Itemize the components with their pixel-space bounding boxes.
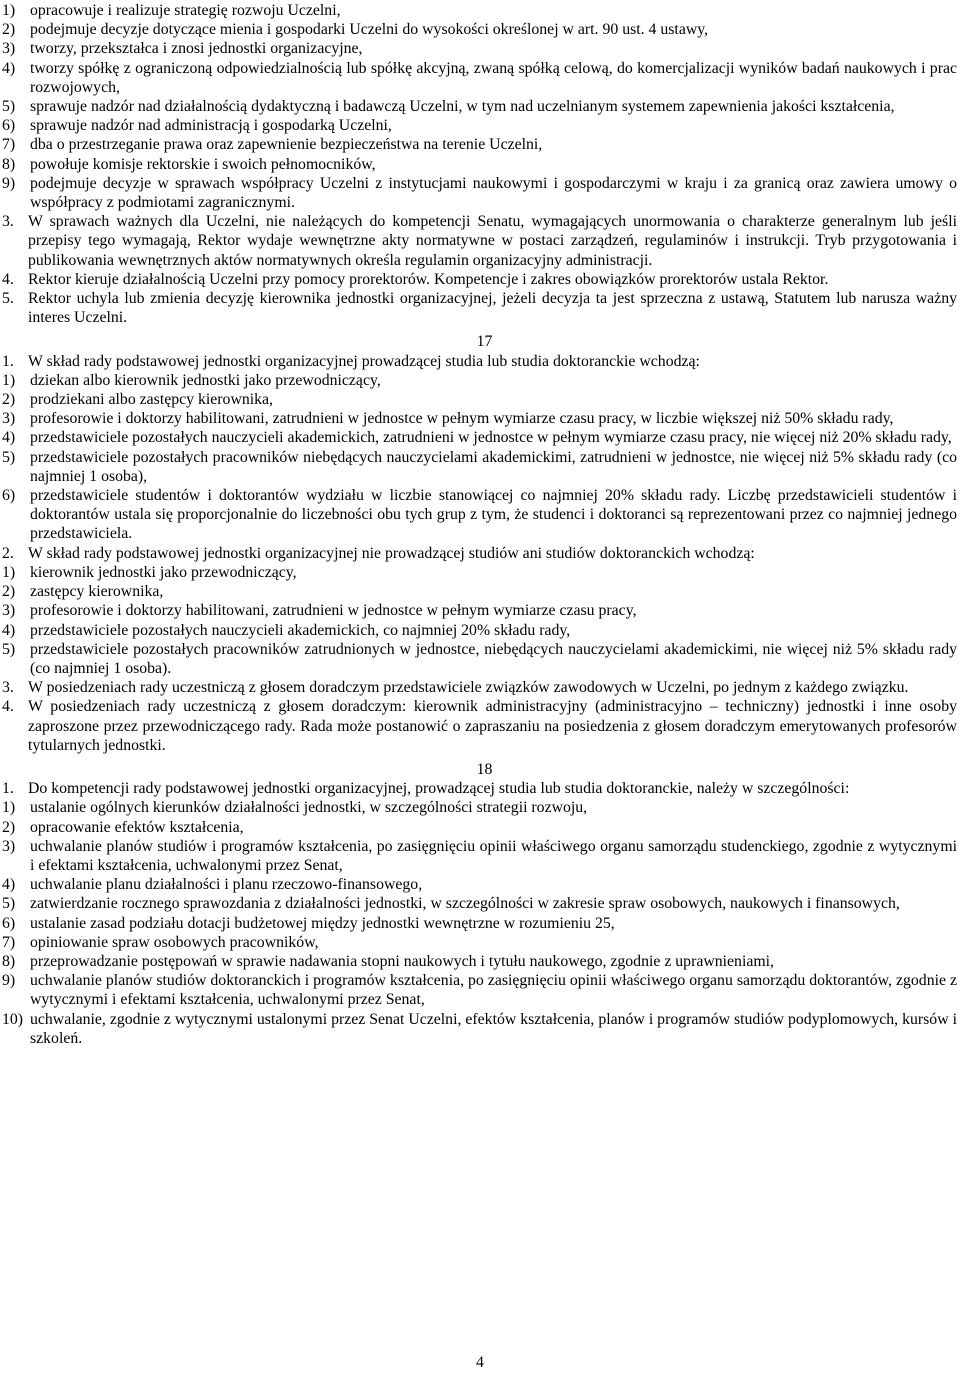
list-item — [2, 59, 957, 97]
list-item — [2, 798, 957, 817]
list-item — [2, 174, 957, 212]
list-item-number: 8) — [2, 952, 16, 970]
list-item-text: przedstawiciele pozostałych nauczycieli akademickich, co najmniej 20% składu rady, — [30, 621, 571, 639]
s17-paragraph-2 — [2, 544, 957, 563]
list-item-text: przedstawiciele studentów i doktorantów wydziału w liczbie stanowiącej co najmniej 20% składu rady. Liczbę przedstawicieli studentów i doktorantów ustala się proporcjonalnie do liczebności obu tych grup z tym, że studenci i doktoranci są reprezentowani przez co najmniej jednego przedstawiciela. — [30, 487, 957, 543]
list-item-text: przedstawiciele pozostałych pracowników zatrudnionych w jednostce, niebędących nauczycielami akademickimi, nie więcej niż 5% składu rady (co najmniej 1 osoba). — [30, 640, 957, 677]
list-item — [2, 563, 957, 582]
list-item-number: 5) — [2, 98, 16, 116]
list-item-number: 5) — [2, 640, 16, 658]
list-item — [2, 952, 957, 971]
list-item — [2, 448, 957, 486]
list-item — [2, 621, 957, 640]
paragraph-4 — [2, 270, 957, 289]
paragraph-number: 1. — [2, 352, 14, 370]
s17-paragraph-4 — [2, 697, 957, 755]
list-item-text: profesorowie i doktorzy habilitowani, zatrudnieni w jednostce w pełnym wymiarze czasu pracy, — [30, 602, 637, 620]
list-item-number: 10) — [2, 1010, 24, 1028]
list-item-number: 9) — [2, 174, 16, 192]
paragraph-text: W posiedzeniach rady uczestniczą z głosem doradczym przedstawiciele związków zawodowych w Uczelni, po jednym z każdego związku. — [28, 679, 909, 697]
page-number: 4 — [476, 1354, 484, 1371]
list-item-number: 3) — [2, 837, 16, 855]
list-item — [2, 116, 957, 135]
list-item-number: 3) — [2, 410, 16, 428]
list-item-text: powołuje komisje rektorskie i swoich pełnomocników, — [30, 155, 376, 173]
s18-p1-list — [2, 798, 957, 1048]
paragraph-number: 2. — [2, 544, 14, 562]
list-item — [2, 39, 957, 58]
list-item-number: 2) — [2, 583, 16, 601]
list-item-number: 2) — [2, 391, 16, 409]
list-item-text: przeprowadzanie postępowań w sprawie nadawania stopni naukowych i tytułu naukowego, zgodnie z uprawnieniami, — [30, 952, 774, 970]
paragraph-text: W skład rady podstawowej jednostki organizacyjnej nie prowadzącej studiów ani studiów doktoranckich wchodzą: — [28, 544, 755, 562]
s17-paragraph-1 — [2, 352, 957, 371]
list-item — [2, 837, 957, 875]
list-item-text: opracowuje i realizuje strategię rozwoju Uczelni, — [30, 2, 341, 19]
list-item — [2, 601, 957, 620]
list-item — [2, 371, 957, 390]
s18-paragraph-1 — [2, 779, 957, 798]
list-item-text: zastępcy kierownika, — [30, 583, 164, 601]
list-item-number: 3) — [2, 602, 16, 620]
list-item-text: uchwalanie planu działalności i planu rzeczowo-finansowego, — [30, 876, 423, 894]
paragraph-number: 1. — [2, 780, 14, 798]
section-number: 17 — [476, 333, 493, 351]
paragraph-text: Do kompetencji rady podstawowej jednostki organizacyjnej, prowadzącej studia lub studia doktoranckie, należy w szczególności: — [28, 780, 850, 798]
list-item-text: dba o przestrzeganie prawa oraz zapewnienie bezpieczeństwa na terenie Uczelni, — [30, 136, 543, 154]
document-page — [2, 1, 957, 1048]
list-item — [2, 390, 957, 409]
list-item-number: 1) — [2, 2, 16, 19]
list-item-number: 6) — [2, 117, 16, 135]
list-item — [2, 875, 957, 894]
list-item-text: prodziekani albo zastępcy kierownika, — [30, 391, 274, 409]
list-item-number: 7) — [2, 136, 16, 154]
list-item-number: 4) — [2, 429, 16, 447]
paragraph-5 — [2, 289, 957, 327]
list-item-number: 9) — [2, 972, 16, 990]
list-item-text: sprawuje nadzór nad administracją i gospodarką Uczelni, — [30, 117, 392, 135]
paragraph-text: Rektor kieruje działalnością Uczelni przy pomocy prorektorów. Kompetencje i zakres obowiązków prorektorów ustala Rektor. — [28, 270, 829, 288]
list-item-text: zatwierdzanie rocznego sprawozdania z działalności jednostki, w szczególności w zakresie spraw osobowych, naukowych i finansowych, — [30, 895, 900, 913]
paragraph-number: 4. — [2, 698, 14, 716]
paragraph-3 — [2, 212, 957, 270]
list-item-text: opiniowanie spraw osobowych pracowników, — [30, 933, 319, 951]
list-item-text: podejmuje decyzje dotyczące mienia i gospodarki Uczelni do wysokości określonej w art. 90 ust. 4 ustawy, — [30, 21, 709, 39]
list-item — [2, 1010, 957, 1048]
list-item-text: sprawuje nadzór nad działalnością dydaktyczną i badawczą Uczelni, w tym nad uczelnianym systemem zapewnienia jakości kształcenia, — [30, 98, 895, 116]
list-item-text: kierownik jednostki jako przewodniczący, — [30, 563, 297, 581]
list-item-text: profesorowie i doktorzy habilitowani, zatrudnieni w jednostce w pełnym wymiarze czasu pracy, w liczbie większej niż 50% składu rady, — [30, 410, 894, 428]
list-item-number: 2) — [2, 21, 16, 39]
list-item-text: uchwalanie, zgodnie z wytycznymi ustalonymi przez Senat Uczelni, efektów kształcenia, planów i programów studiów podyplomowych, kursów i szkoleń. — [30, 1010, 957, 1047]
list-item-number: 6) — [2, 487, 16, 505]
list-item-number: 4) — [2, 621, 16, 639]
list-item-number: 5) — [2, 895, 16, 913]
section-number: 18 — [476, 760, 493, 778]
list-item-number: 1) — [2, 563, 16, 581]
list-item — [2, 582, 957, 601]
list-item-text: podejmuje decyzje w sprawach współpracy Uczelni z instytucjami naukowymi i gospodarczymi w kraju i za granicą oraz zawiera umowy o współpracy z podmiotami zagranicznymi. — [30, 174, 957, 212]
list-item-number: 7) — [2, 933, 16, 951]
list-item-number: 4) — [2, 59, 16, 77]
paragraph-number: 3. — [2, 213, 14, 231]
list-item — [2, 155, 957, 174]
list-item-text: opracowanie efektów kształcenia, — [30, 818, 244, 836]
list-item — [2, 894, 957, 913]
list-item-number: 1) — [2, 799, 16, 817]
paragraph-text: W sprawach ważnych dla Uczelni, nie należących do kompetencji Senatu, wymagających unormowania o charakterze generalnym lub jeśli przepisy tego wymagają, Rektor wydaje wewnętrzne akty normatywne w postaci zarządzeń, regulaminów i instrukcji. Tryb przygotowania i publikowania wewnętrznych aktów normatywnych określa regulamin organizacyjny administracji. — [28, 213, 957, 269]
list-item-text: ustalanie zasad podziału dotacji budżetowej między jednostki wewnętrzne w rozumieniu 25, — [30, 914, 615, 932]
list-item-text: uchwalanie planów studiów i programów kształcenia, po zasięgnięciu opinii właściwego organu samorządu studenckiego, zgodnie z wytycznymi i efektami kształcenia, uchwalonymi przez Senat, — [30, 837, 957, 874]
section-heading-17 — [2, 332, 957, 351]
list-item — [2, 486, 957, 544]
list-item-number: 4) — [2, 876, 16, 894]
list-item-text: uchwalanie planów studiów doktoranckich i programów kształcenia, po zasięgnięciu opinii właściwego organu samorządu doktorantów, zgodnie z wytycznymi i efektami kształcenia, uchwalonymi przez Senat, — [30, 972, 957, 1009]
paragraph-text: W posiedzeniach rady uczestniczą z głosem doradczym: kierownik administracyjny (administracyjno – techniczny) jednostki i inne osoby zaproszone przez przewodniczącego rady. Rada może postanowić o zapraszaniu na posiedzenia z głosem doradczym emerytowanych profesorów tytularnych jednostki. — [28, 698, 957, 754]
s17-p1-list — [2, 371, 957, 544]
list-item — [2, 914, 957, 933]
list-item — [2, 409, 957, 428]
section-heading-18 — [2, 760, 957, 779]
list-item-number: 3) — [2, 40, 16, 58]
list-item — [2, 428, 957, 447]
rector-duties-list — [2, 1, 957, 212]
paragraph-number: 4. — [2, 270, 14, 288]
list-item-number: 1) — [2, 371, 16, 389]
list-item-text: przedstawiciele pozostałych nauczycieli akademickich, zatrudnieni w jednostce w pełnym wymiarze czasu pracy, nie więcej niż 20% składu rady, — [30, 429, 952, 447]
paragraph-text: W skład rady podstawowej jednostki organizacyjnej prowadzącej studia lub studia doktoranckie wchodzą: — [28, 352, 700, 370]
list-item — [2, 1, 957, 20]
s17-paragraph-3 — [2, 678, 957, 697]
list-item — [2, 933, 957, 952]
list-item — [2, 97, 957, 116]
paragraph-text: Rektor uchyla lub zmienia decyzję kierownika jednostki organizacyjnej, jeżeli decyzja ta jest sprzeczna z ustawą, Statutem lub narusza ważny interes Uczelni. — [28, 290, 957, 327]
list-item-number: 6) — [2, 914, 16, 932]
list-item — [2, 971, 957, 1009]
list-item — [2, 135, 957, 154]
list-item-number: 5) — [2, 448, 16, 466]
list-item-text: ustalanie ogólnych kierunków działalności jednostki, w szczególności strategii rozwoju, — [30, 799, 588, 817]
list-item — [2, 640, 957, 678]
s17-p2-list — [2, 563, 957, 678]
list-item — [2, 20, 957, 39]
list-item-text: tworzy spółkę z ograniczoną odpowiedzialnością lub spółkę akcyjną, zwaną spółką celową, do komercjalizacji wyników badań naukowych i prac rozwojowych, — [30, 59, 957, 96]
paragraph-number: 5. — [2, 290, 14, 308]
list-item-text: dziekan albo kierownik jednostki jako przewodniczący, — [30, 371, 381, 389]
list-item-number: 2) — [2, 818, 16, 836]
list-item — [2, 818, 957, 837]
paragraph-number: 3. — [2, 679, 14, 697]
list-item-text: tworzy, przekształca i znosi jednostki organizacyjne, — [30, 40, 363, 58]
list-item-number: 8) — [2, 155, 16, 173]
list-item-text: przedstawiciele pozostałych pracowników niebędących nauczycielami akademickimi, zatrudnieni w jednostce, nie więcej niż 5% składu rady (co najmniej 1 osoba), — [30, 448, 957, 485]
